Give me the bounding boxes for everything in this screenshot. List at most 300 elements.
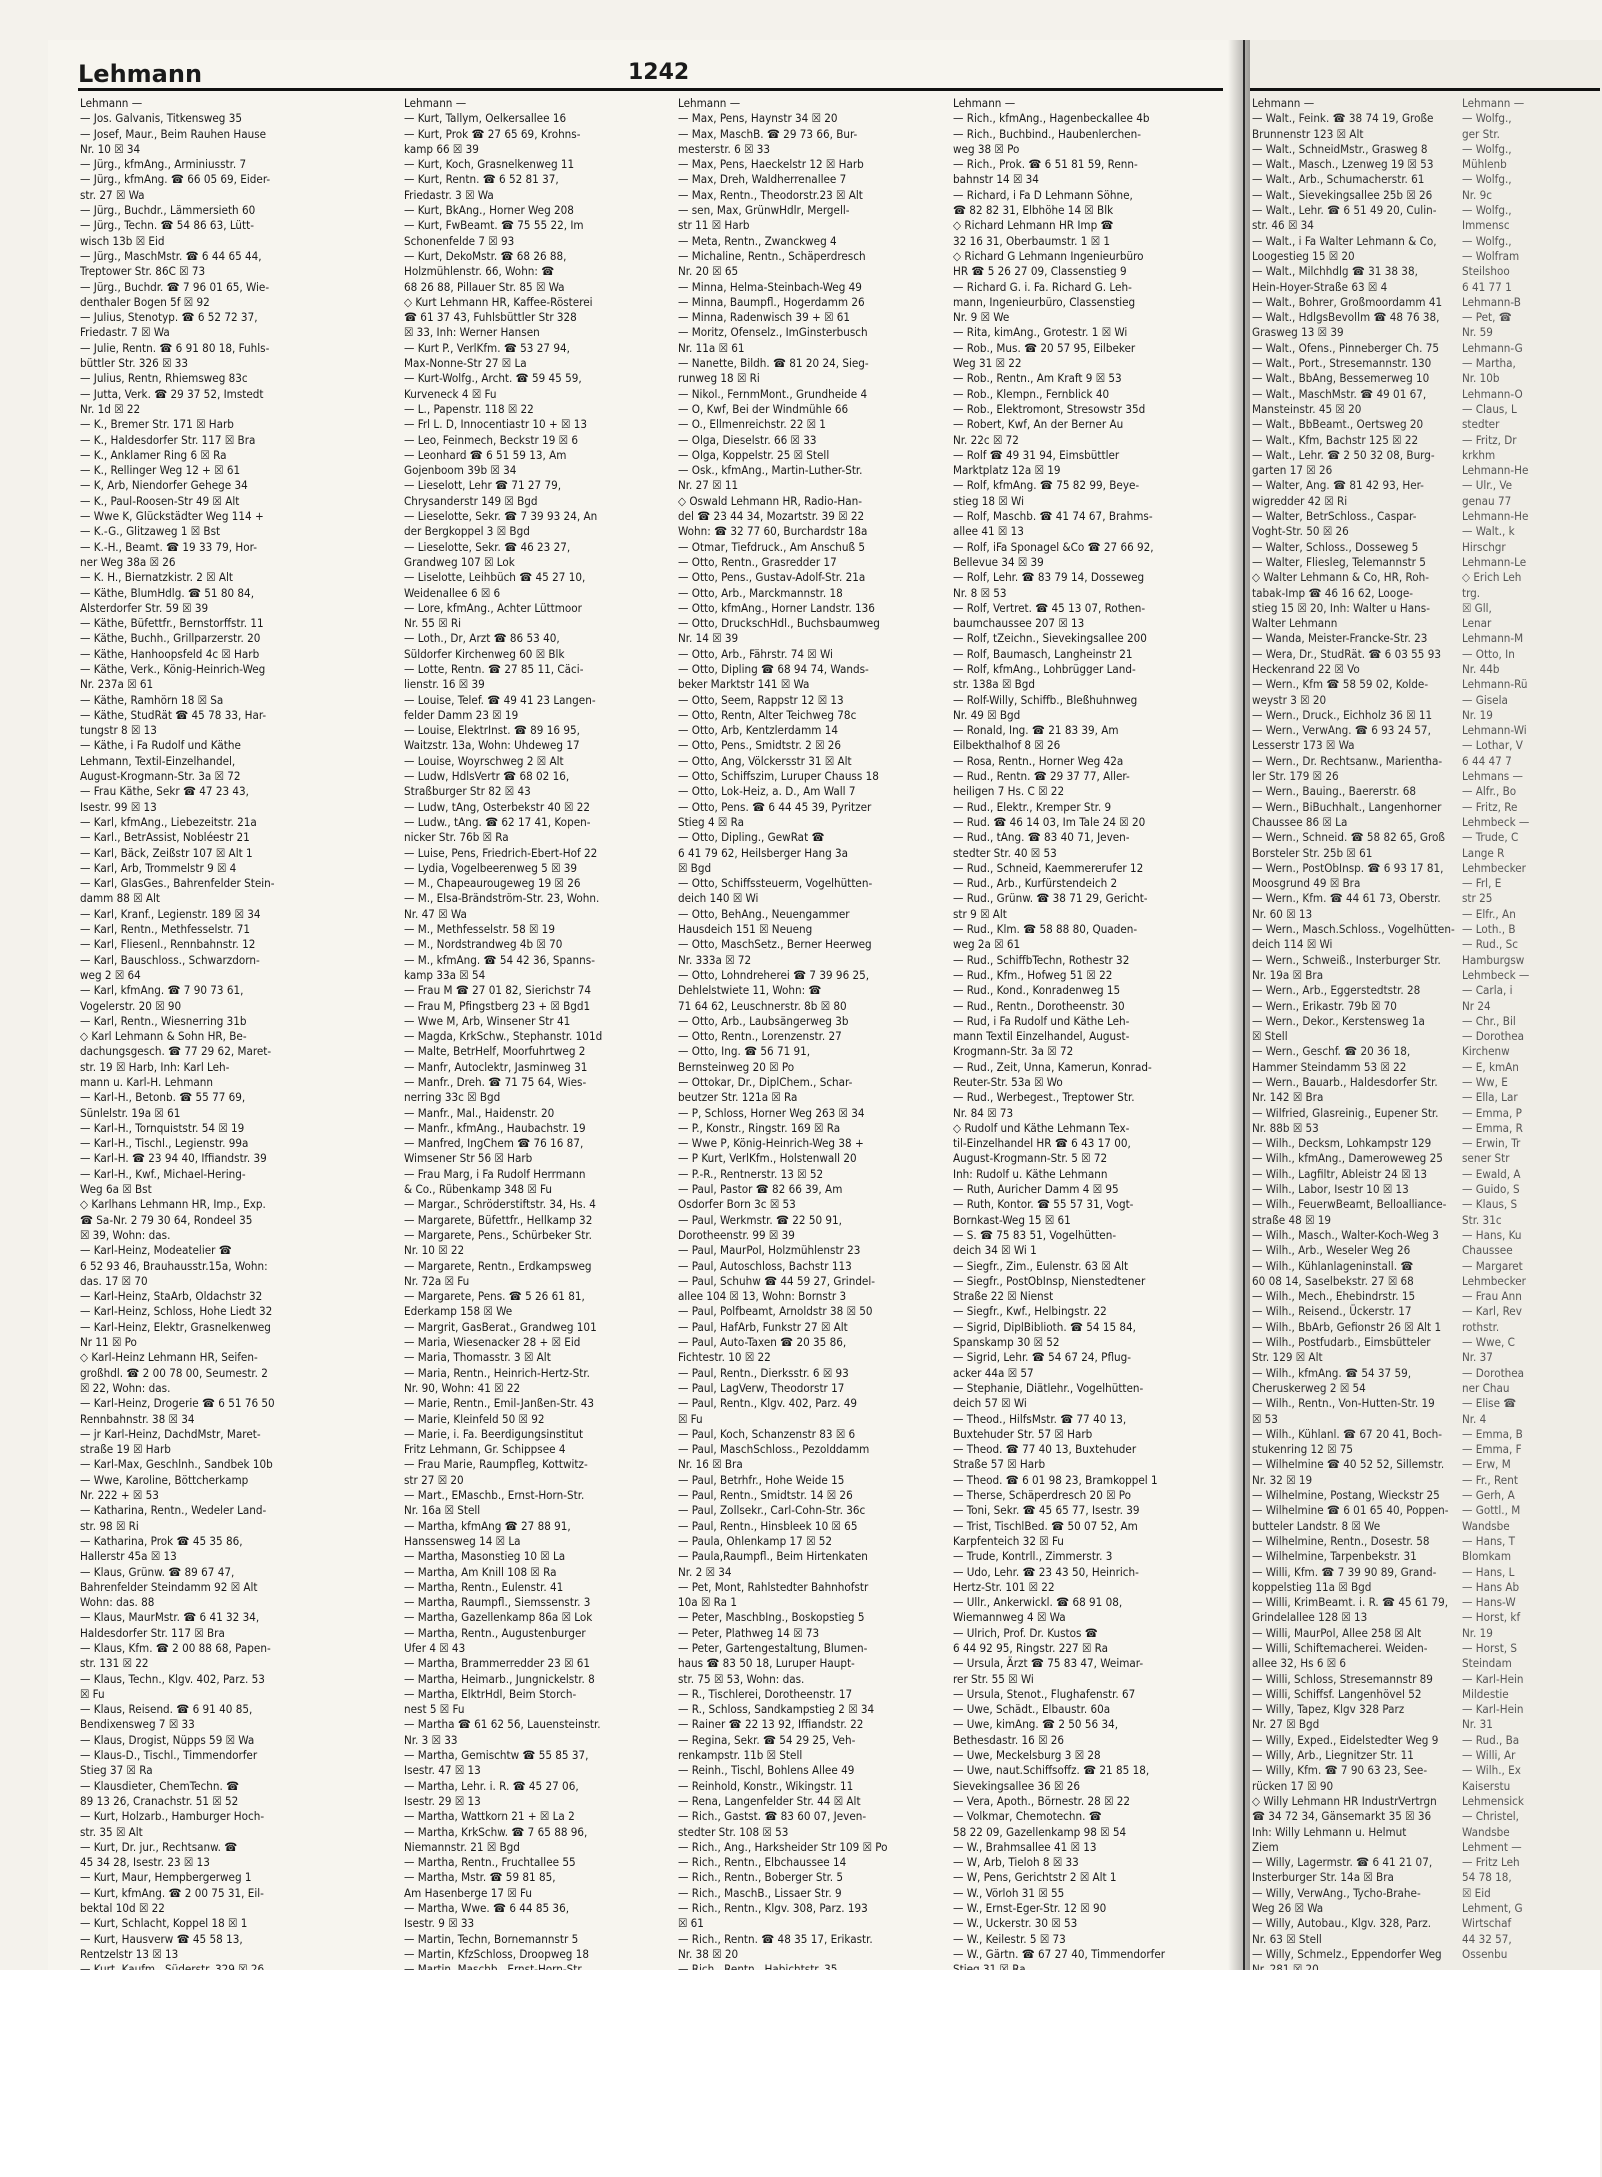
directory-entry-line: Nr. 49 ☒ Bgd [953, 707, 1021, 722]
directory-entry-line: — Rob., Klempn., Fernblick 40 [953, 386, 1110, 401]
directory-entry-line: Waitzstr. 13a, Wohn: Uhdeweg 17 [404, 738, 580, 753]
directory-entry-line: mesterstr. 6 ☒ 33 [678, 141, 771, 156]
directory-entry-line: Fritz Lehmann, Gr. Schippsee 4 [404, 1442, 566, 1457]
directory-entry-line: — Wern., VerwAng. ☎ 6 93 24 57, [1252, 723, 1431, 738]
directory-entry-line: — Paul, Koch, Schanzenstr 83 ☒ 6 [678, 1426, 856, 1441]
directory-entry-line: — Karl, kfmAng., Liebezeitstr. 21a [80, 814, 257, 829]
directory-entry-line: lienstr. 16 ☒ 39 [404, 677, 485, 692]
directory-entry-line: — W, Arb, Tieloh 8 ☒ 33 [953, 1855, 1079, 1870]
directory-entry-line: Nr. 3 ☒ 33 [404, 1732, 458, 1747]
directory-entry-line: Spanskamp 30 ☒ 52 [953, 1335, 1060, 1350]
directory-entry-line: baumchaussee 207 ☒ 13 [953, 616, 1085, 631]
directory-entry-line: — Max, MaschB. ☎ 29 73 66, Bur- [678, 126, 858, 141]
directory-entry-line: — Siegfr., Kwf., Helbingstr. 22 [953, 1304, 1107, 1319]
directory-entry-line: — Walt., Bohrer, Großmoordamm 41 [1252, 294, 1443, 309]
directory-column-4 [953, 96, 1215, 1961]
directory-entry-line: — Wilh., Ex [1462, 1763, 1521, 1778]
directory-entry-line: ☒ 33, Inh: Werner Hansen [404, 325, 540, 340]
directory-entry-line: — Olga, Dieselstr. 66 ☒ 33 [678, 432, 817, 447]
directory-entry-line: — Elfr., An [1462, 906, 1516, 921]
header-rule [78, 88, 1223, 91]
directory-entry-line: — Rud., Rentn. ☎ 29 37 77, Aller- [953, 769, 1130, 784]
directory-entry-line: ◇ Willy Lehmann HR IndustrVertrgn [1252, 1793, 1437, 1808]
directory-entry-line: Chaussee [1462, 1243, 1513, 1258]
directory-entry-line: — Walt., Port., Stresemannstr. 130 [1252, 356, 1432, 371]
directory-entry-line: str 27 ☒ 20 [404, 1472, 464, 1487]
directory-entry-line: — Ulr., Ve [1462, 478, 1513, 493]
directory-entry-line: — Frau Ann [1462, 1289, 1522, 1304]
directory-entry-line: — Karl-Hein [1462, 1702, 1524, 1717]
directory-entry-line: Max-Nonne-Str 27 ☒ La [404, 356, 527, 371]
directory-entry-line: — Willy, Lagermstr. ☎ 6 41 21 07, [1252, 1855, 1433, 1870]
directory-entry-line: — Claus, L [1462, 401, 1517, 416]
directory-entry-line: — Karl-Max, Geschlnh., Sandbek 10b [80, 1457, 273, 1472]
directory-entry-line: — Frau Marg, i Fa Rudolf Herrmann [404, 1166, 586, 1181]
directory-entry-line: Lesserstr 173 ☒ Wa [1252, 738, 1355, 753]
directory-entry-line: — Wern., Arb., Eggerstedtstr. 28 [1252, 983, 1421, 998]
directory-entry-line: Wirtschaf [1462, 1916, 1512, 1931]
directory-entry-line: ◇ Erich Leh [1462, 570, 1522, 585]
directory-entry-line: — Julie, Rentn. ☎ 6 91 80 18, Fuhls- [80, 340, 270, 355]
page-header-title: Lehmann [78, 60, 203, 88]
directory-entry-line: — Wilh., kfmAng. ☎ 54 37 59, [1252, 1365, 1412, 1380]
directory-entry-line: — Nikol., FernmMont., Grundheide 4 [678, 386, 868, 401]
directory-entry-line: — Jürg., Buchdr. ☎ 7 96 01 65, Wie- [80, 279, 270, 294]
directory-entry-line: — Walt., Sievekingsallee 25b ☒ 26 [1252, 187, 1433, 202]
directory-column-5 [1252, 96, 1455, 1961]
directory-entry-line: — K., Bremer Str. 171 ☒ Harb [80, 417, 234, 432]
directory-entry-line: — Jürg., kfmAng. ☎ 66 05 69, Eider- [80, 172, 271, 187]
directory-entry-line: Ufer 4 ☒ 43 [404, 1640, 466, 1655]
directory-entry-line: Lehmann-He [1462, 463, 1529, 478]
directory-entry-line: — Klausdieter, ChemTechn. ☎ [80, 1778, 240, 1793]
directory-entry-line: str. 131 ☒ 22 [80, 1656, 149, 1671]
directory-entry-line: — Otto, Rentn., Grasredder 17 [678, 554, 837, 569]
directory-entry-line: — Rud., Schneid, Kaemmererufer 12 [953, 860, 1144, 875]
directory-entry-line: — Richard, i Fa D Lehmann Söhne, [953, 187, 1133, 202]
directory-entry-line: Str. 31c [1462, 1212, 1502, 1227]
directory-entry-line: — Rich., MaschB., Lissaer Str. 9 [678, 1885, 842, 1900]
directory-entry-line: — Walt., BbAng, Bessemerweg 10 [1252, 371, 1430, 386]
directory-entry-line: stieg 15 ☒ 20, Inh: Walter u Hans- [1252, 600, 1430, 615]
directory-entry-line: — P., Konstr., Ringstr. 169 ☒ Ra [678, 1120, 841, 1135]
directory-entry-line: str. 75 ☒ 53, Wohn: das. [678, 1671, 805, 1686]
directory-entry-line: — Paula,Raumpfl., Beim Hirtenkaten [678, 1549, 868, 1564]
directory-entry-line: — Wern., PostObInsp. ☎ 6 93 17 81, [1252, 860, 1444, 875]
directory-entry-line: — Loth., Dr, Arzt ☎ 86 53 40, [404, 631, 560, 646]
directory-entry-line: Nr. 19 [1462, 1625, 1493, 1640]
directory-entry-line: — Hans, T [1462, 1533, 1516, 1548]
directory-entry-line: — Ella, Lar [1462, 1090, 1518, 1105]
directory-entry-line: — Rolf, Lehr. ☎ 83 79 14, Dosseweg [953, 570, 1145, 585]
directory-entry-line: — Martha, Rentn., Augustenburger [404, 1625, 586, 1640]
directory-entry-line: — Rud., SchiffbTechn, Rothestr 32 [953, 952, 1130, 967]
directory-entry-line: — Paul, MaurPol, Holzmühlenstr 23 [678, 1243, 861, 1258]
directory-entry-line: — Kurt, Schlacht, Koppel 18 ☒ 1 [80, 1916, 248, 1931]
directory-entry-line: — Willi, KrimBeamt. i. R. ☎ 45 61 79, [1252, 1595, 1449, 1610]
directory-entry-line: — Karl, kfmAng. ☎ 7 90 73 61, [80, 983, 244, 998]
directory-entry-line: — Fritz Leh [1462, 1855, 1520, 1870]
directory-entry-line: 68 26 88, Pillauer Str. 85 ☒ Wa [404, 279, 565, 294]
directory-entry-line: — Wwe M, Arb, Winsener Str 41 [404, 1013, 571, 1028]
directory-entry-line: damm 88 ☒ Alt [80, 891, 161, 906]
directory-entry-line: ◇ Karlhans Lehmann HR, Imp., Exp. [80, 1197, 266, 1212]
directory-entry-line: — Wilh., Lagfiltr, Ableistr 24 ☒ 13 [1252, 1166, 1428, 1181]
directory-entry-line: Ziem [1252, 1839, 1279, 1854]
directory-entry-line: — Rob., Rentn., Am Kraft 9 ☒ 53 [953, 371, 1122, 386]
directory-entry-line: — Fr., Rent [1462, 1472, 1518, 1487]
directory-entry-line: rothstr. [1462, 1319, 1500, 1334]
directory-entry-line: — Rich., Rentn. ☎ 48 35 17, Erikastr. [678, 1931, 873, 1946]
directory-entry-line: — Wwe, Karoline, Böttcherkamp [80, 1472, 249, 1487]
directory-entry-line: — Walt., Ofens., Pinneberger Ch. 75 [1252, 340, 1440, 355]
directory-entry-line: — Emma, B [1462, 1426, 1523, 1441]
directory-entry-line: — Uwe, naut.Schiffsoffz. ☎ 21 85 18, [953, 1763, 1150, 1778]
directory-entry-line: tungstr 8 ☒ 13 [80, 723, 157, 738]
directory-entry-line: — Martha, Mstr. ☎ 59 81 85, [404, 1870, 556, 1885]
directory-entry-line: — Martha, Heimarb., Jungnickelstr. 8 [404, 1671, 595, 1686]
directory-entry-line: — Martha ☎ 61 62 56, Lauensteinstr. [404, 1717, 601, 1732]
directory-entry-line: — Paul, Rentn., Klgv. 402, Parz. 49 [678, 1396, 858, 1411]
directory-entry-line: Nr. 32 ☒ 19 [1252, 1472, 1313, 1487]
directory-entry-line: — Wern., Bauing., Baererstr. 68 [1252, 784, 1416, 799]
directory-entry-line: Nr. 55 ☒ Ri [404, 616, 462, 631]
directory-entry-line: Nr. 22c ☒ 72 [953, 432, 1019, 447]
directory-entry-line: — Otto, Arb, Kentzlerdamm 14 [678, 723, 838, 738]
directory-entry-line: — Karl-H. ☎ 23 94 40, Iffiandstr. 39 [80, 1151, 267, 1166]
directory-entry-line: ☒ 39, Wohn: das. [80, 1227, 171, 1242]
directory-entry-line: Isestr. 47 ☒ 13 [404, 1763, 481, 1778]
directory-entry-line: rer Str. 55 ☒ Wi [953, 1671, 1034, 1686]
directory-entry-line: garten 17 ☒ 26 [1252, 463, 1333, 478]
directory-entry-line: — Hans-W [1462, 1595, 1516, 1610]
directory-entry-line: wisch 13b ☒ Eid [80, 233, 165, 248]
directory-entry-line: — Rud., Grünw. ☎ 38 71 29, Gericht- [953, 891, 1148, 906]
directory-entry-line: — Margarete, Rentn., Erdkampsweg [404, 1258, 592, 1273]
directory-entry-line: Nr. 11a ☒ 61 [678, 340, 745, 355]
directory-entry-line: — Frl, E [1462, 876, 1502, 891]
directory-entry-line: — Jürg., Techn. ☎ 54 86 63, Lütt- [80, 218, 254, 233]
directory-entry-line: — Marie, Rentn., Emil-Janßen-Str. 43 [404, 1396, 594, 1411]
directory-entry-line: straße 48 ☒ 19 [1252, 1212, 1332, 1227]
directory-entry-line: Wandsbe [1462, 1824, 1510, 1839]
directory-entry-line: — Rich., Prok. ☎ 6 51 81 59, Renn- [953, 157, 1138, 172]
directory-entry-line: — Otto, Pens., Smidtstr. 2 ☒ 26 [678, 738, 842, 753]
directory-entry-line: — Willy, Arb., Liegnitzer Str. 11 [1252, 1748, 1414, 1763]
directory-entry-line: — Wilh., Kühlanl. ☎ 67 20 41, Boch- [1252, 1426, 1443, 1441]
directory-entry-line: — Martha, Rentn., Eulenstr. 41 [404, 1579, 564, 1594]
directory-entry-line: — Willy, Kfm. ☎ 7 90 63 23, See- [1252, 1763, 1428, 1778]
directory-entry-line: — Wilh., Masch., Walter-Koch-Weg 3 [1252, 1227, 1439, 1242]
directory-entry-line: — Kurt, BkAng., Horner Weg 208 [404, 203, 574, 218]
directory-entry-line: — Rob., Elektromont, Stresowstr 35d [953, 401, 1146, 416]
directory-entry-line: — Fritz, Re [1462, 799, 1518, 814]
directory-entry-line: — Martha, KrkSchw. ☎ 7 65 88 96, [404, 1824, 588, 1839]
directory-entry-line: sener Str [1462, 1151, 1510, 1166]
directory-entry-line: — Gerh, A [1462, 1488, 1515, 1503]
directory-entry-line: Sünlelstr. 19a ☒ 61 [80, 1105, 181, 1120]
directory-entry-line: — Karl, Arb, Trommelstr 9 ☒ 4 [80, 860, 237, 875]
directory-entry-line: Niemannstr. 21 ☒ Bgd [404, 1839, 520, 1854]
directory-entry-line: str. 35 ☒ Alt [80, 1824, 143, 1839]
directory-entry-line: Nr 11 ☒ Po [80, 1335, 137, 1350]
directory-entry-line: Lehmann-O [1462, 386, 1523, 401]
directory-entry-line: til-Einzelhandel HR ☎ 6 43 17 00, [953, 1136, 1131, 1151]
directory-entry-line: Nr. 237a ☒ 61 [80, 677, 154, 692]
directory-entry-line: Blomkam [1462, 1549, 1511, 1564]
directory-entry-line: — Toni, Sekr. ☎ 45 65 77, Isestr. 39 [953, 1503, 1140, 1518]
directory-entry-line: — Otmar, Tiefdruck., Am Anschuß 5 [678, 539, 865, 554]
directory-entry-line: Inh: Rudolf u. Käthe Lehmann [953, 1166, 1108, 1181]
directory-entry-line: — Rud., Elektr., Kremper Str. 9 [953, 799, 1112, 814]
directory-entry-line: — Walt., Milchhdlg ☎ 31 38 38, [1252, 264, 1418, 279]
directory-entry-line: — Uwe, Schädt., Elbaustr. 60a [953, 1702, 1111, 1717]
directory-entry-line: ◇ Walter Lehmann & Co, HR, Roh- [1252, 570, 1429, 585]
directory-entry-line: Nr. 4 [1462, 1411, 1487, 1426]
directory-entry-line: — Karl, Rentn., Methfesselstr. 71 [80, 922, 250, 937]
directory-entry-line: — Dorothea [1462, 1029, 1525, 1044]
directory-entry-line: — Rud., Arb., Kurfürstendeich 2 [953, 876, 1118, 891]
directory-entry-line: — Max, Dreh, Waldherrenallee 7 [678, 172, 847, 187]
directory-entry-line: — Walt., BbBeamt., Oertsweg 20 [1252, 417, 1424, 432]
directory-entry-line: Nr. 47 ☒ Wa [404, 906, 467, 921]
directory-entry-line: ler Str. 179 ☒ 26 [1252, 769, 1339, 784]
directory-entry-line: — Martha, kfmAng ☎ 27 88 91, [404, 1518, 571, 1533]
directory-entry-line: — Rob., Mus. ☎ 20 57 95, Eilbeker [953, 340, 1136, 355]
directory-entry-line: — Wolfg., [1462, 111, 1512, 126]
directory-entry-line: — Christel, [1462, 1809, 1519, 1824]
directory-entry-line: Insterburger Str. 14a ☒ Bra [1252, 1870, 1394, 1885]
directory-entry-line: ◇ Karl-Heinz Lehmann HR, Seifen- [80, 1350, 258, 1365]
directory-entry-line: Grindelallee 128 ☒ 13 [1252, 1610, 1368, 1625]
directory-entry-line: — Trude, C [1462, 830, 1519, 845]
directory-entry-line: — Karl-Heinz, Modeatelier ☎ [80, 1243, 232, 1258]
directory-entry-line: Nr. 72a ☒ Fu [404, 1273, 470, 1288]
directory-entry-line: — Rolf-Willy, Schiffb., Bleßhuhnweg [953, 692, 1138, 707]
directory-entry-line: Nr. 63 ☒ Stell [1252, 1931, 1322, 1946]
directory-entry-line: — Erw, M [1462, 1457, 1511, 1472]
directory-entry-line: — Ewald, A [1462, 1166, 1521, 1181]
directory-entry-line: Bethesdastr. 16 ☒ 26 [953, 1732, 1065, 1747]
directory-entry-line: str 11 ☒ Harb [678, 218, 750, 233]
directory-entry-line: stukenring 12 ☒ 75 [1252, 1442, 1354, 1457]
directory-entry-line: — Karl-Heinz, Elektr, Grasnelkenweg [80, 1319, 271, 1334]
directory-entry-line: — Horst, S [1462, 1640, 1518, 1655]
directory-entry-line: — Wern., Bauarb., Haldesdorfer Str. [1252, 1075, 1438, 1089]
directory-entry-line: — Wern., BiBuchhalt., Langenhorner [1252, 799, 1442, 814]
directory-entry-line: Hausdeich 151 ☒ Neueng [678, 922, 813, 937]
directory-entry-line: — Martha, Brammerredder 23 ☒ 61 [404, 1656, 591, 1671]
directory-entry-line: — Karl-Heinz, Schloss, Hohe Liedt 32 [80, 1304, 273, 1319]
directory-entry-line: Immensc [1462, 218, 1510, 233]
directory-entry-line: — Willy, Autobau., Klgv. 328, Parz. [1252, 1916, 1432, 1931]
directory-entry-line: weg 38 ☒ Po [953, 141, 1020, 156]
directory-entry-line: Wandsbe [1462, 1518, 1510, 1533]
directory-entry-line: — Ottokar, Dr., DiplChem., Schar- [678, 1075, 853, 1089]
page-number: 1242 [628, 60, 690, 85]
directory-entry-line: — Kurt, Tallym, Oelkersallee 16 [404, 111, 567, 126]
directory-entry-line: Nr. 16 ☒ Bra [678, 1457, 743, 1472]
directory-entry-line: Steindam [1462, 1656, 1512, 1671]
directory-entry-line: Lehmbecker [1462, 860, 1526, 875]
directory-entry-line: — Klaus, Drogist, Nüpps 59 ☒ Wa [80, 1732, 255, 1747]
directory-entry-line: — Rud., Ba [1462, 1732, 1520, 1747]
directory-entry-line: — Marie, Kleinfeld 50 ☒ 92 [404, 1411, 545, 1426]
directory-entry-line: — Otto, MaschSetz., Berner Heerweg [678, 937, 872, 952]
directory-entry-line: — Willi, Ar [1462, 1748, 1516, 1763]
directory-entry-line: — Käthe, Verk., König-Heinrich-Weg [80, 661, 266, 676]
directory-entry-line: — Frau Käthe, Sekr ☎ 47 23 43, [80, 784, 249, 799]
directory-entry-line: 6 44 47 7 [1462, 753, 1512, 768]
directory-entry-line: — Luise, Pens, Friedrich-Ebert-Hof 22 [404, 845, 598, 860]
directory-entry-line: — Lieselott, Lehr ☎ 71 27 79, [404, 478, 562, 493]
directory-entry-line: — Otto, Pens. ☎ 6 44 45 39, Pyritzer [678, 799, 872, 814]
directory-entry-line: — Wwe K, Glückstädter Weg 114 + [80, 509, 264, 524]
directory-entry-line: ◇ Karl Lehmann & Sohn HR, Be- [80, 1029, 247, 1044]
directory-entry-line: — Lothar, V [1462, 738, 1523, 753]
directory-entry-line: Nr. 84 ☒ 73 [953, 1105, 1014, 1120]
directory-entry-line: Ederkamp 158 ☒ We [404, 1304, 513, 1319]
directory-entry-line: Rentzelstr 13 ☒ 13 [80, 1946, 179, 1961]
directory-entry-line: — Willi, Kfm. ☎ 7 39 90 89, Grand- [1252, 1564, 1437, 1579]
directory-entry-line: ☒ Fu [678, 1411, 703, 1426]
directory-entry-line: 32 16 31, Oberbaumstr. 1 ☒ 1 [953, 233, 1110, 248]
directory-entry-line: bektal 10d ☒ 22 [80, 1901, 165, 1916]
directory-entry-line: — Therse, Schäperdresch 20 ☒ Po [953, 1488, 1132, 1503]
directory-entry-line: Eilbekthalhof 8 ☒ 26 [953, 738, 1061, 753]
directory-entry-line: — Ludw., tAng. ☎ 62 17 41, Kopen- [404, 814, 591, 829]
directory-entry-line: — Margrit, GasBerat., Grandweg 101 [404, 1319, 597, 1334]
directory-entry-line: — Malte, BetrHelf, Moorfuhrtweg 2 [404, 1044, 586, 1059]
directory-entry-line: — Karl-Heinz, Drogerie ☎ 6 51 76 50 [80, 1396, 275, 1411]
directory-entry-line: — Karl, Fliesenl., Rennbahnstr. 12 [80, 937, 256, 952]
directory-entry-line: Lehmann — [1462, 96, 1525, 110]
directory-entry-line: straße 19 ☒ Harb [80, 1442, 171, 1457]
directory-entry-line: — Klaus, Reisend. ☎ 6 91 40 85, [80, 1702, 253, 1717]
directory-entry-line: stedter Str. 108 ☒ 53 [678, 1824, 789, 1839]
directory-entry-line: — Rud. ☎ 46 14 03, Im Tale 24 ☒ 20 [953, 814, 1146, 829]
directory-entry-line: Nr. 10 ☒ 34 [80, 141, 141, 156]
directory-entry-line: — Otto, Dipling., GewRat ☎ [678, 830, 825, 845]
directory-entry-line: — Klaus, MaurMstr. ☎ 6 41 32 34, [80, 1610, 260, 1625]
directory-entry-line: — Ullr., Ankerwickl. ☎ 68 91 08, [953, 1595, 1123, 1610]
directory-entry-line: butteler Landstr. 8 ☒ We [1252, 1518, 1381, 1533]
directory-entry-line: — Uwe, Meckelsburg 3 ☒ 28 [953, 1748, 1101, 1763]
directory-entry-line: — Ursula, Stenot., Flughafenstr. 67 [953, 1686, 1136, 1701]
directory-entry-line: deich 140 ☒ Wi [678, 891, 759, 906]
directory-entry-line: — Jürg., MaschMstr. ☎ 6 44 65 44, [80, 248, 262, 263]
directory-entry-line: — Wilhelmine, Tarpenbekstr. 31 [1252, 1549, 1417, 1564]
directory-entry-line: ger Str. [1462, 126, 1500, 141]
directory-entry-line: Bendixensweg 7 ☒ 33 [80, 1717, 195, 1732]
directory-entry-line: — Paul, Pastor ☎ 82 66 39, Am [678, 1182, 843, 1197]
directory-entry-line: — jr Karl-Heinz, DachdMstr, Maret- [80, 1426, 261, 1441]
directory-entry-line: — Walt., MaschMstr. ☎ 49 01 67, [1252, 386, 1427, 401]
directory-entry-line: — Klaus, Kfm. ☎ 2 00 88 68, Papen- [80, 1640, 271, 1655]
directory-entry-line: — Paul, Rentn., Dierksstr. 6 ☒ 93 [678, 1365, 849, 1380]
directory-entry-line: — Walter, Fliesleg, Telemannstr 5 [1252, 554, 1426, 569]
directory-entry-line: — Theod. ☎ 6 01 98 23, Bramkoppel 1 [953, 1472, 1158, 1487]
directory-entry-line: — Walter, Ang. ☎ 81 42 93, Her- [1252, 478, 1424, 493]
directory-entry-line: — Wern., Druck., Eichholz 36 ☒ 11 [1252, 707, 1433, 722]
directory-entry-line: Nr. 44b [1462, 661, 1500, 676]
directory-entry-line: denthaler Bogen 5f ☒ 92 [80, 294, 210, 309]
directory-entry-line: Voght-Str. 50 ☒ 26 [1252, 524, 1349, 539]
directory-entry-line: Weg 6a ☒ Bst [80, 1182, 152, 1197]
directory-entry-line: — Wolfg., [1462, 172, 1512, 187]
directory-entry-line: — Otto, Seem, Rappstr 12 ☒ 13 [678, 692, 844, 707]
directory-entry-line: Nr. 27 ☒ 11 [678, 478, 739, 493]
directory-entry-line: — Fritz, Dr [1462, 432, 1517, 447]
directory-entry-line: Weg 26 ☒ Wa [1252, 1901, 1324, 1916]
directory-entry-line: — Peter, Plathweg 14 ☒ 73 [678, 1625, 820, 1640]
directory-entry-line: ☒ Eid [1462, 1885, 1491, 1900]
directory-entry-line: — Leo, Feinmech, Beckstr 19 ☒ 6 [404, 432, 578, 447]
directory-entry-line: — Otto, Rentn, Alter Teichweg 78c [678, 707, 857, 722]
directory-entry-line: — Wilhelmine ☎ 6 01 65 40, Poppen- [1252, 1503, 1449, 1518]
directory-entry-line: weg 2a ☒ 61 [953, 937, 1021, 952]
directory-entry-line: — Rud., Werbegest., Treptower Str. [953, 1090, 1135, 1105]
directory-entry-line: — Willi, Schiffsf. Langenhövel 52 [1252, 1686, 1422, 1701]
directory-entry-line: — Wera, Dr., StudRät. ☎ 6 03 55 93 [1252, 646, 1442, 661]
directory-entry-line: — Maria, Rentn., Heinrich-Hertz-Str. [404, 1365, 590, 1380]
directory-entry-line: str. 46 ☒ 34 [1252, 218, 1314, 233]
directory-entry-line: — Katharina, Rentn., Wedeler Land- [80, 1503, 267, 1518]
directory-entry-line: Str. 129 ☒ Alt [1252, 1350, 1323, 1365]
directory-entry-line: — Rud., Rentn., Dorotheenstr. 30 [953, 998, 1125, 1013]
directory-entry-line: — Hans, L [1462, 1564, 1515, 1579]
directory-entry-line: — P, Schloss, Horner Weg 263 ☒ 34 [678, 1105, 865, 1120]
directory-entry-line: Grandweg 107 ☒ Lok [404, 554, 515, 569]
directory-entry-line: — Manfr., kfmAng., Haubachstr. 19 [404, 1120, 586, 1135]
directory-entry-line: Lehmbecker [1462, 1273, 1526, 1288]
directory-entry-line: — Martha, Wattkorn 21 + ☒ La 2 [404, 1809, 575, 1824]
directory-entry-line: — Osk., kfmAng., Martin-Luther-Str. [678, 463, 863, 478]
directory-entry-line: — Rud., Kond., Konradenweg 15 [953, 983, 1121, 998]
directory-entry-line: — Rainer ☎ 22 13 92, Iffiandstr. 22 [678, 1717, 864, 1732]
directory-entry-line: — Walt., Masch., Lzenweg 19 ☒ 53 [1252, 157, 1434, 172]
directory-entry-line: — Maria, Wiesenacker 28 + ☒ Eid [404, 1335, 581, 1350]
directory-entry-line: 10a ☒ Ra 1 [678, 1595, 737, 1610]
directory-entry-line: Moosgrund 49 ☒ Bra [1252, 876, 1361, 891]
directory-entry-line: — Rich., Rentn., Boberger Str. 5 [678, 1870, 844, 1885]
directory-entry-line: Marktplatz 12a ☒ 19 [953, 463, 1061, 478]
directory-entry-line: büttler Str. 326 ☒ 33 [80, 356, 189, 371]
directory-entry-line: — Martha, Am Knill 108 ☒ Ra [404, 1564, 557, 1579]
directory-entry-line: Loogestieg 15 ☒ 20 [1252, 248, 1355, 263]
directory-entry-line: August-Krogmann-Str. 5 ☒ 72 [953, 1151, 1108, 1166]
directory-entry-line: das. 17 ☒ 70 [80, 1273, 148, 1288]
directory-entry-line: Lehmbeck — [1462, 967, 1530, 982]
directory-entry-line: — W., Gärtn. ☎ 67 27 40, Timmendorfer [953, 1946, 1166, 1961]
directory-entry-line: — Rich., Rentn., Elbchaussee 14 [678, 1855, 847, 1870]
directory-entry-line: str. 19 ☒ Harb, Inh: Karl Leh- [80, 1059, 230, 1074]
directory-entry-line: str 9 ☒ Alt [953, 906, 1007, 921]
directory-entry-line: — Rolf, kfmAng., Lohbrügger Land- [953, 661, 1136, 676]
directory-entry-line: — Karl, Bäck, Zeißstr 107 ☒ Alt 1 [80, 845, 253, 860]
directory-entry-line: — Wolfg., [1462, 141, 1512, 156]
directory-entry-line: Bellevue 34 ☒ 39 [953, 554, 1044, 569]
directory-entry-line: — Louise, Telef. ☎ 49 41 23 Langen- [404, 692, 596, 707]
directory-entry-line: Wohn: ☎ 32 77 60, Burchardstr 18a [678, 524, 868, 539]
directory-entry-line: Mildestie [1462, 1686, 1509, 1701]
directory-entry-line: Bornkast-Weg 15 ☒ 61 [953, 1212, 1071, 1227]
directory-entry-line: — Paul, MaschSchloss., Pezolddamm [678, 1442, 870, 1457]
directory-entry-line: — Ludw, HdlsVertr ☎ 68 02 16, [404, 769, 570, 784]
directory-entry-line: — R., Schloss, Sandkampstieg 2 ☒ 34 [678, 1702, 875, 1717]
directory-entry-line: — W., Vörloh 31 ☒ 55 [953, 1885, 1065, 1900]
directory-entry-line: del ☎ 23 44 34, Mozartstr. 39 ☒ 22 [678, 509, 865, 524]
